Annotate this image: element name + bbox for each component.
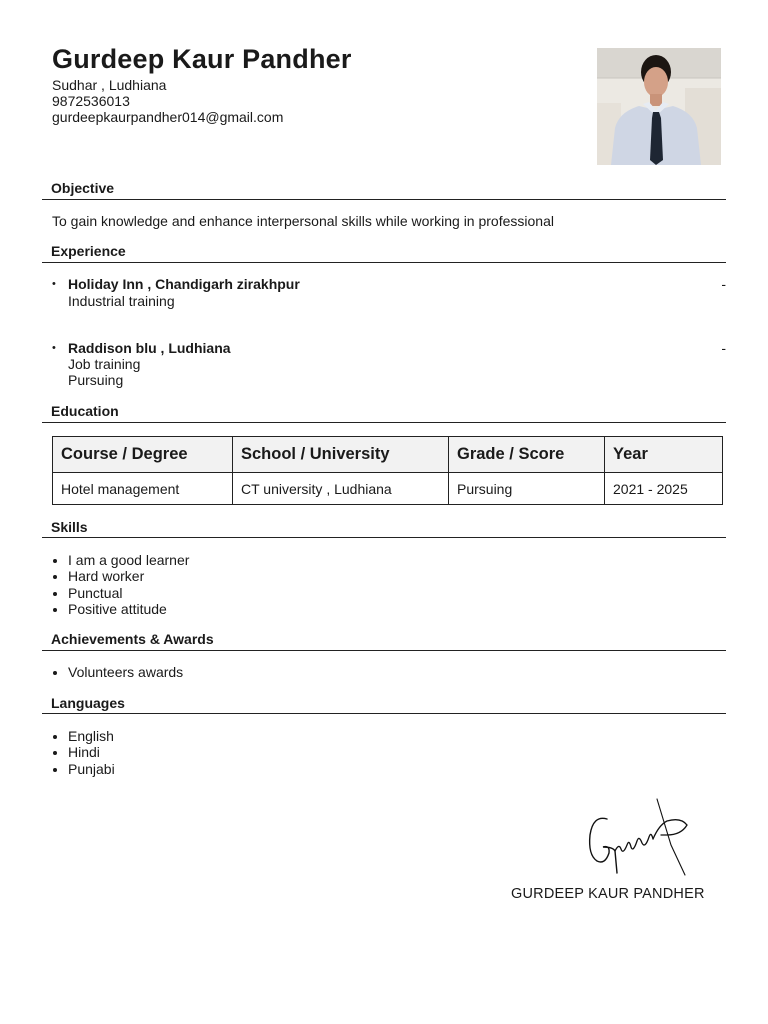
- list-item: • English: [68, 728, 115, 744]
- list-item: • Volunteers awards: [68, 664, 183, 680]
- objective-text: To gain knowledge and enhance interpersonal skills while working in professional: [52, 213, 554, 229]
- objective-heading: Objective: [51, 180, 115, 196]
- experience-status: Pursuing: [68, 372, 124, 388]
- education-heading: Education: [51, 403, 119, 419]
- languages-heading: Languages: [51, 695, 125, 711]
- experience-dates: -: [721, 340, 726, 356]
- list-item: • Hard worker: [68, 568, 189, 584]
- section-divider: [42, 713, 726, 714]
- skills-list: [52, 552, 189, 617]
- column-header: Grade / Score: [449, 437, 605, 473]
- column-header: Year: [605, 437, 723, 473]
- email-text: gurdeepkaurpandher014@gmail.com: [52, 109, 284, 125]
- skills-heading: Skills: [51, 519, 88, 535]
- list-item: • Punctual: [68, 585, 189, 601]
- profile-photo: [597, 48, 721, 165]
- table-row: [53, 473, 723, 505]
- bullet-icon: •: [52, 278, 56, 290]
- section-divider: [42, 199, 726, 200]
- list-item: • Punjabi: [68, 761, 115, 777]
- table-cell: 2021 - 2025: [605, 473, 723, 505]
- contact-block: [52, 77, 283, 125]
- section-divider: [42, 650, 726, 651]
- experience-heading: Experience: [51, 243, 126, 259]
- experience-role: Industrial training: [68, 293, 175, 309]
- languages-list: [52, 728, 115, 777]
- section-divider: [42, 422, 726, 423]
- bullet-icon: •: [52, 342, 56, 354]
- education-table: [52, 436, 723, 505]
- table-header-row: [53, 437, 723, 473]
- candidate-name: Gurdeep Kaur Pandher: [52, 44, 352, 74]
- phone-text: 9872536013: [52, 93, 130, 109]
- column-header: School / University: [233, 437, 449, 473]
- achievements-heading: Achievements & Awards: [51, 631, 214, 647]
- list-item: • Hindi: [68, 744, 115, 760]
- list-item: • I am a good learner: [68, 552, 189, 568]
- achievements-list: [52, 664, 183, 680]
- section-divider: [42, 537, 726, 538]
- list-item: • Positive attitude: [68, 601, 189, 617]
- address-text: Sudhar , Ludhiana: [52, 77, 167, 93]
- signature-name: GURDEEP KAUR PANDHER: [511, 886, 705, 902]
- table-cell: Hotel management: [53, 473, 233, 505]
- experience-title: Raddison blu , Ludhiana: [68, 340, 231, 356]
- experience-dates: -: [721, 276, 726, 292]
- table-cell: CT university , Ludhiana: [233, 473, 449, 505]
- column-header: Course / Degree: [53, 437, 233, 473]
- experience-title: Holiday Inn , Chandigarh zirakhpur: [68, 276, 300, 292]
- signature-image: [585, 795, 695, 880]
- section-divider: [42, 262, 726, 263]
- experience-role: Job training: [68, 356, 141, 372]
- table-cell: Pursuing: [449, 473, 605, 505]
